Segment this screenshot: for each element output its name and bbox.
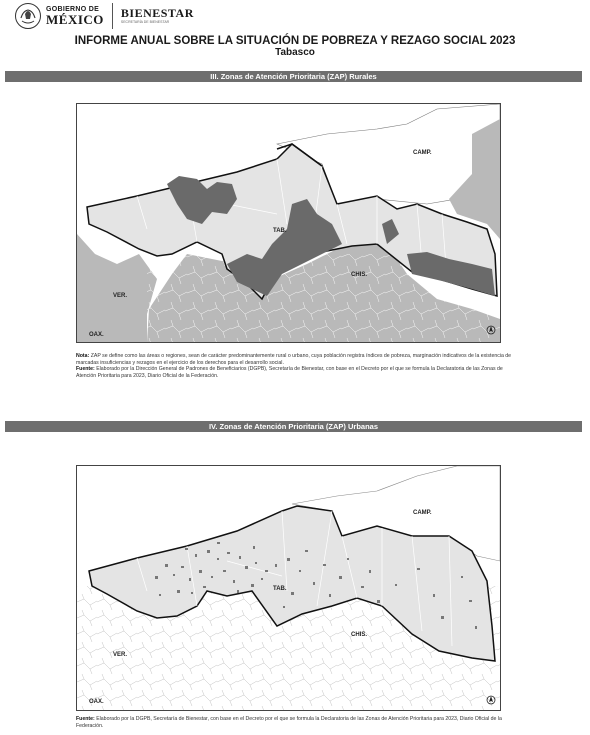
report-title: INFORME ANUAL SOBRE LA SITUACIÓN DE POBREZA Y REZAGO SOCIAL 2023	[74, 35, 516, 47]
source-label-2: Fuente:	[76, 716, 95, 722]
label-chis-2: CHIS.	[351, 632, 368, 638]
page-header	[0, 0, 590, 34]
urban-zap-map	[76, 465, 501, 711]
label-oax: OAX.	[89, 332, 104, 338]
note-text: ZAP se define como las áreas o regiones, sean de carácter predominantemente rural o urbano, cuya población registra índices de pobreza, marginación indicativos de la existencia de marcadas insuficiencias y rezagos en el ejercicio de los derechos para el desarrollo social.	[76, 353, 512, 366]
government-logo	[14, 2, 194, 30]
label-camp: CAMP.	[413, 150, 432, 156]
label-ver-2: VER.	[113, 652, 128, 658]
label-tab: TAB.	[273, 228, 287, 234]
report-state: Tabasco	[275, 47, 315, 58]
section-rural-title: III. Zonas de Atención Prioritaria (ZAP) Rurales	[5, 71, 582, 82]
agency-name: BIENESTAR	[120, 6, 194, 21]
note-label: Nota:	[76, 353, 90, 359]
source-text-2: Elaborado por la DGPB, Secretaría de Bienestar, con base en el Decreto por el que se formula la Declaratoria de las Zonas de Atención Prioritaria para 2023, Diario Oficial de la Federación.	[76, 716, 502, 729]
gob-line2: MÉXICO	[46, 12, 104, 27]
rural-zap-map	[76, 103, 501, 343]
label-ver: VER.	[113, 293, 128, 299]
source-label-1: Fuente:	[76, 366, 95, 373]
agency-subtitle: SECRETARÍA DE BIENESTAR	[120, 20, 170, 25]
gob-line1: GOBIERNO DE	[46, 6, 100, 13]
mexico-seal-icon	[14, 2, 42, 30]
rural-note	[76, 353, 516, 379]
logo-divider	[112, 3, 113, 29]
label-chis: CHIS.	[351, 272, 368, 278]
label-tab-2: TAB.	[273, 586, 287, 592]
label-camp-2: CAMP.	[413, 510, 432, 516]
section-urban-title: IV. Zonas de Atención Prioritaria (ZAP) Urbanas	[5, 421, 582, 432]
label-oax-2: OAX.	[89, 699, 104, 705]
urban-source	[76, 716, 526, 729]
source-text-1: Elaborado por la Dirección General de Padrones de Beneficiarios (DGPB), Secretaría de Bienestar, con base en el Decreto por el que se formula la Declaratoria de las Zonas de Atención Prioritaria para 2023, Diario Oficial de la Federación.	[76, 366, 503, 379]
